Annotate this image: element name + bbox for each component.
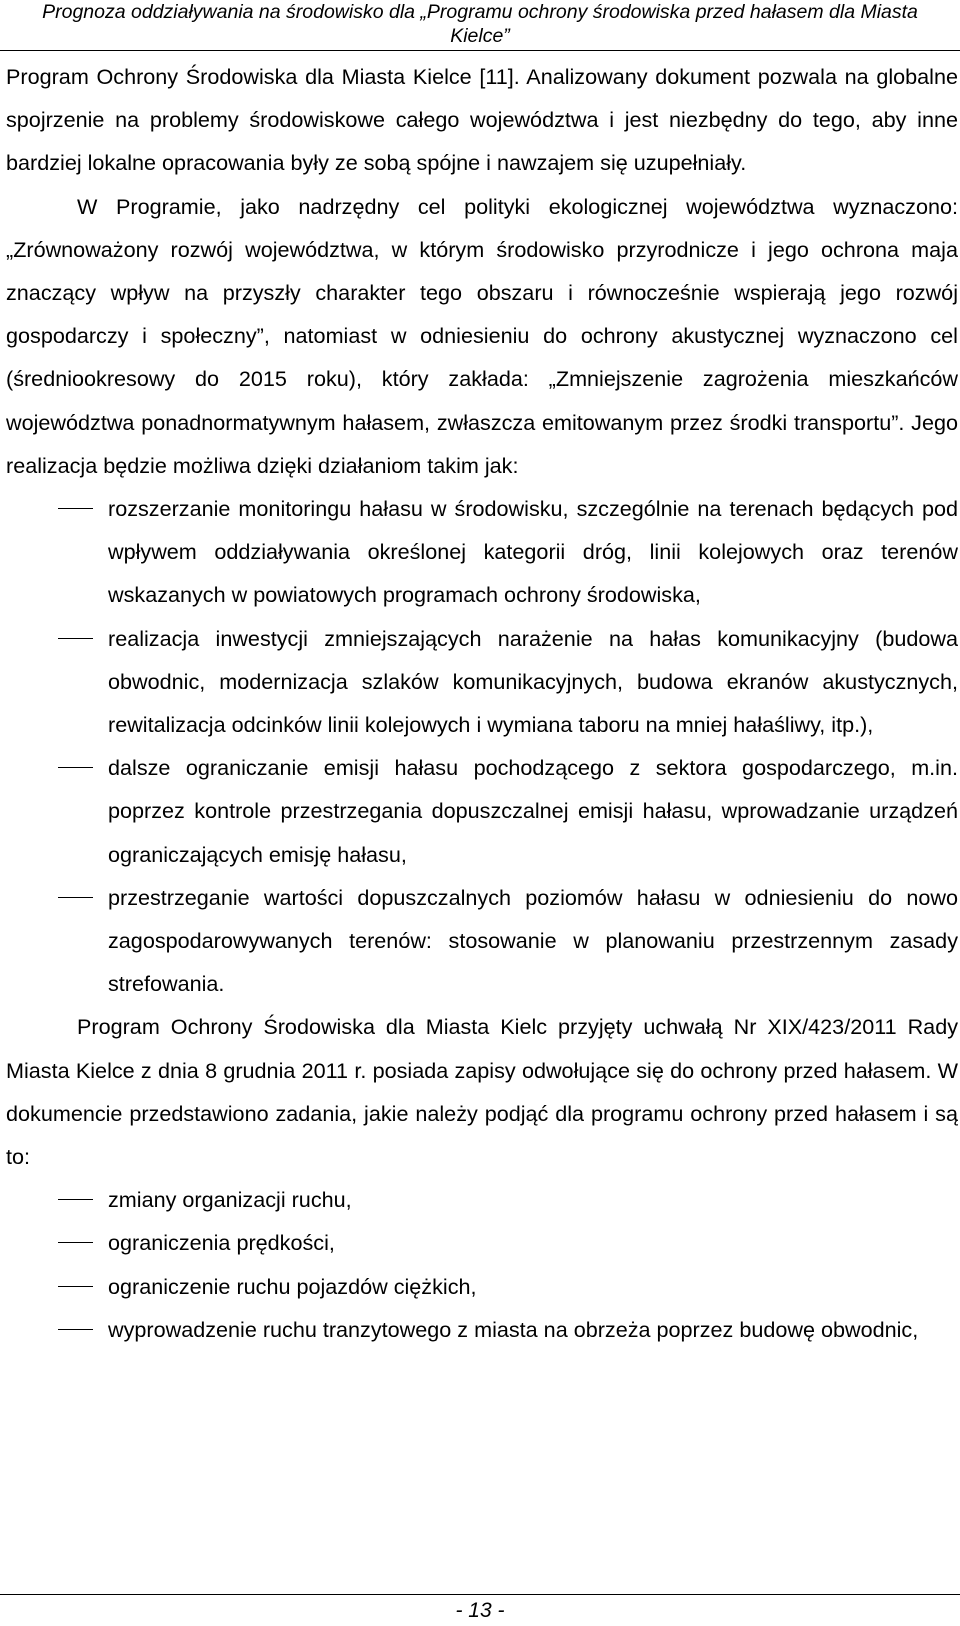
paragraph-2: W Programie, jako nadrzędny cel polityki ekologicznej województwa wyznaczono: „Zrównoważony rozwój województwa, w którym środowisko przyrodnicze i jego ochrona maja znaczący wpływ na przyszły charakter tego obszaru i równocześnie wspierają jego rozwój gospodarczy i społeczny”, natomiast w odniesieniu do ochrony akustycznej wyznaczono cel (średniookresowy do 2015 roku), który zakłada: „Zmniejszenie zagrożenia mieszkańców województwa ponadnormatywnym hałasem, zwłaszcza emitowanym przez środki transportu”. Jego realizacja będzie możliwa dzięki działaniom takim jak: (6, 193, 958, 478)
header-divider (0, 50, 960, 51)
list-item (6, 746, 958, 876)
list-item (6, 876, 958, 1006)
list-item (6, 1221, 958, 1264)
dash-bullet (58, 897, 93, 898)
dash-bullet (58, 767, 93, 768)
running-header (0, 0, 960, 48)
list-item-text: dalsze ograniczanie emisji hałasu pochodzącego z sektora gospodarczego, m.in. poprzez kontrole przestrzegania dopuszczalnej emisji hałasu, wprowadzanie urządzeń ograniczających emisję hałasu, (108, 755, 958, 867)
footer-divider (0, 1594, 960, 1595)
paragraph-3: Program Ochrony Środowiska dla Miasta Kielc przyjęty uchwałą Nr XIX/423/2011 Rady Miasta Kielce z dnia 8 grudnia 2011 r. posiada zapisy odwołujące się do ochrony przed hałasem. W dokumencie przedstawiono zadania, jakie należy podjąć dla programu ochrony przed hałasem i są to: (6, 1014, 958, 1170)
list-item-text: ograniczenia prędkości, (108, 1230, 335, 1256)
list-item (6, 617, 958, 747)
list-item-text: rozszerzanie monitoringu hałasu w środowisku, szczególnie na terenach będących pod wpływem oddziaływania określonej kategorii dróg, linii kolejowych oraz terenów wskazanych w powiatowych programach ochrony środowiska, (108, 496, 958, 608)
list-item-text: wyprowadzenie ruchu tranzytowego z miasta na obrzeża poprzez budowę obwodnic, (108, 1316, 919, 1342)
header-line-1: Prognoza oddziaływania na środowisko dla „Programu ochrony środowiska przed hałasem dla Miasta (42, 1, 918, 23)
list-item-text: przestrzeganie wartości dopuszczalnych poziomów hałasu w odniesieniu do nowo zagospodarowywanych terenów: stosowanie w planowaniu przestrzennym zasady strefowania. (108, 884, 958, 997)
list-item-text: ograniczenie ruchu pojazdów ciężkich, (108, 1273, 477, 1299)
dash-bullet (58, 1286, 93, 1287)
dash-bullet (58, 638, 93, 639)
list-item-text: zmiany organizacji ruchu, (108, 1187, 352, 1213)
measures-list (6, 487, 958, 1005)
paragraph-1: Program Ochrony Środowiska dla Miasta Kielce [11]. Analizowany dokument pozwala na globalne spojrzenie na problemy środowiskowe całego województwa i jest niezbędny do tego, aby inne bardziej lokalne opracowania były ze sobą spójne i nawzajem się uzupełniały. (6, 64, 958, 176)
page-number: - 13 - (455, 1599, 505, 1622)
dash-bullet (58, 1199, 93, 1200)
list-item-text: realizacja inwestycji zmniejszających narażenie na hałas komunikacyjny (budowa obwodnic, modernizacja szlaków komunikacyjnych, budowa ekranów akustycznych, rewitalizacja odcinków linii kolejowych i wymiana taboru na mniej hałaśliwy, itp.), (108, 625, 958, 738)
dash-bullet (58, 1329, 93, 1330)
dash-bullet (58, 508, 93, 509)
list-item (6, 1265, 958, 1308)
dash-bullet (58, 1242, 93, 1243)
header-line-2: Kielce” (450, 25, 510, 47)
list-item (6, 1178, 958, 1221)
list-item (6, 487, 958, 617)
list-item (6, 1308, 958, 1351)
tasks-list (6, 1178, 958, 1351)
document-body (6, 55, 958, 1351)
